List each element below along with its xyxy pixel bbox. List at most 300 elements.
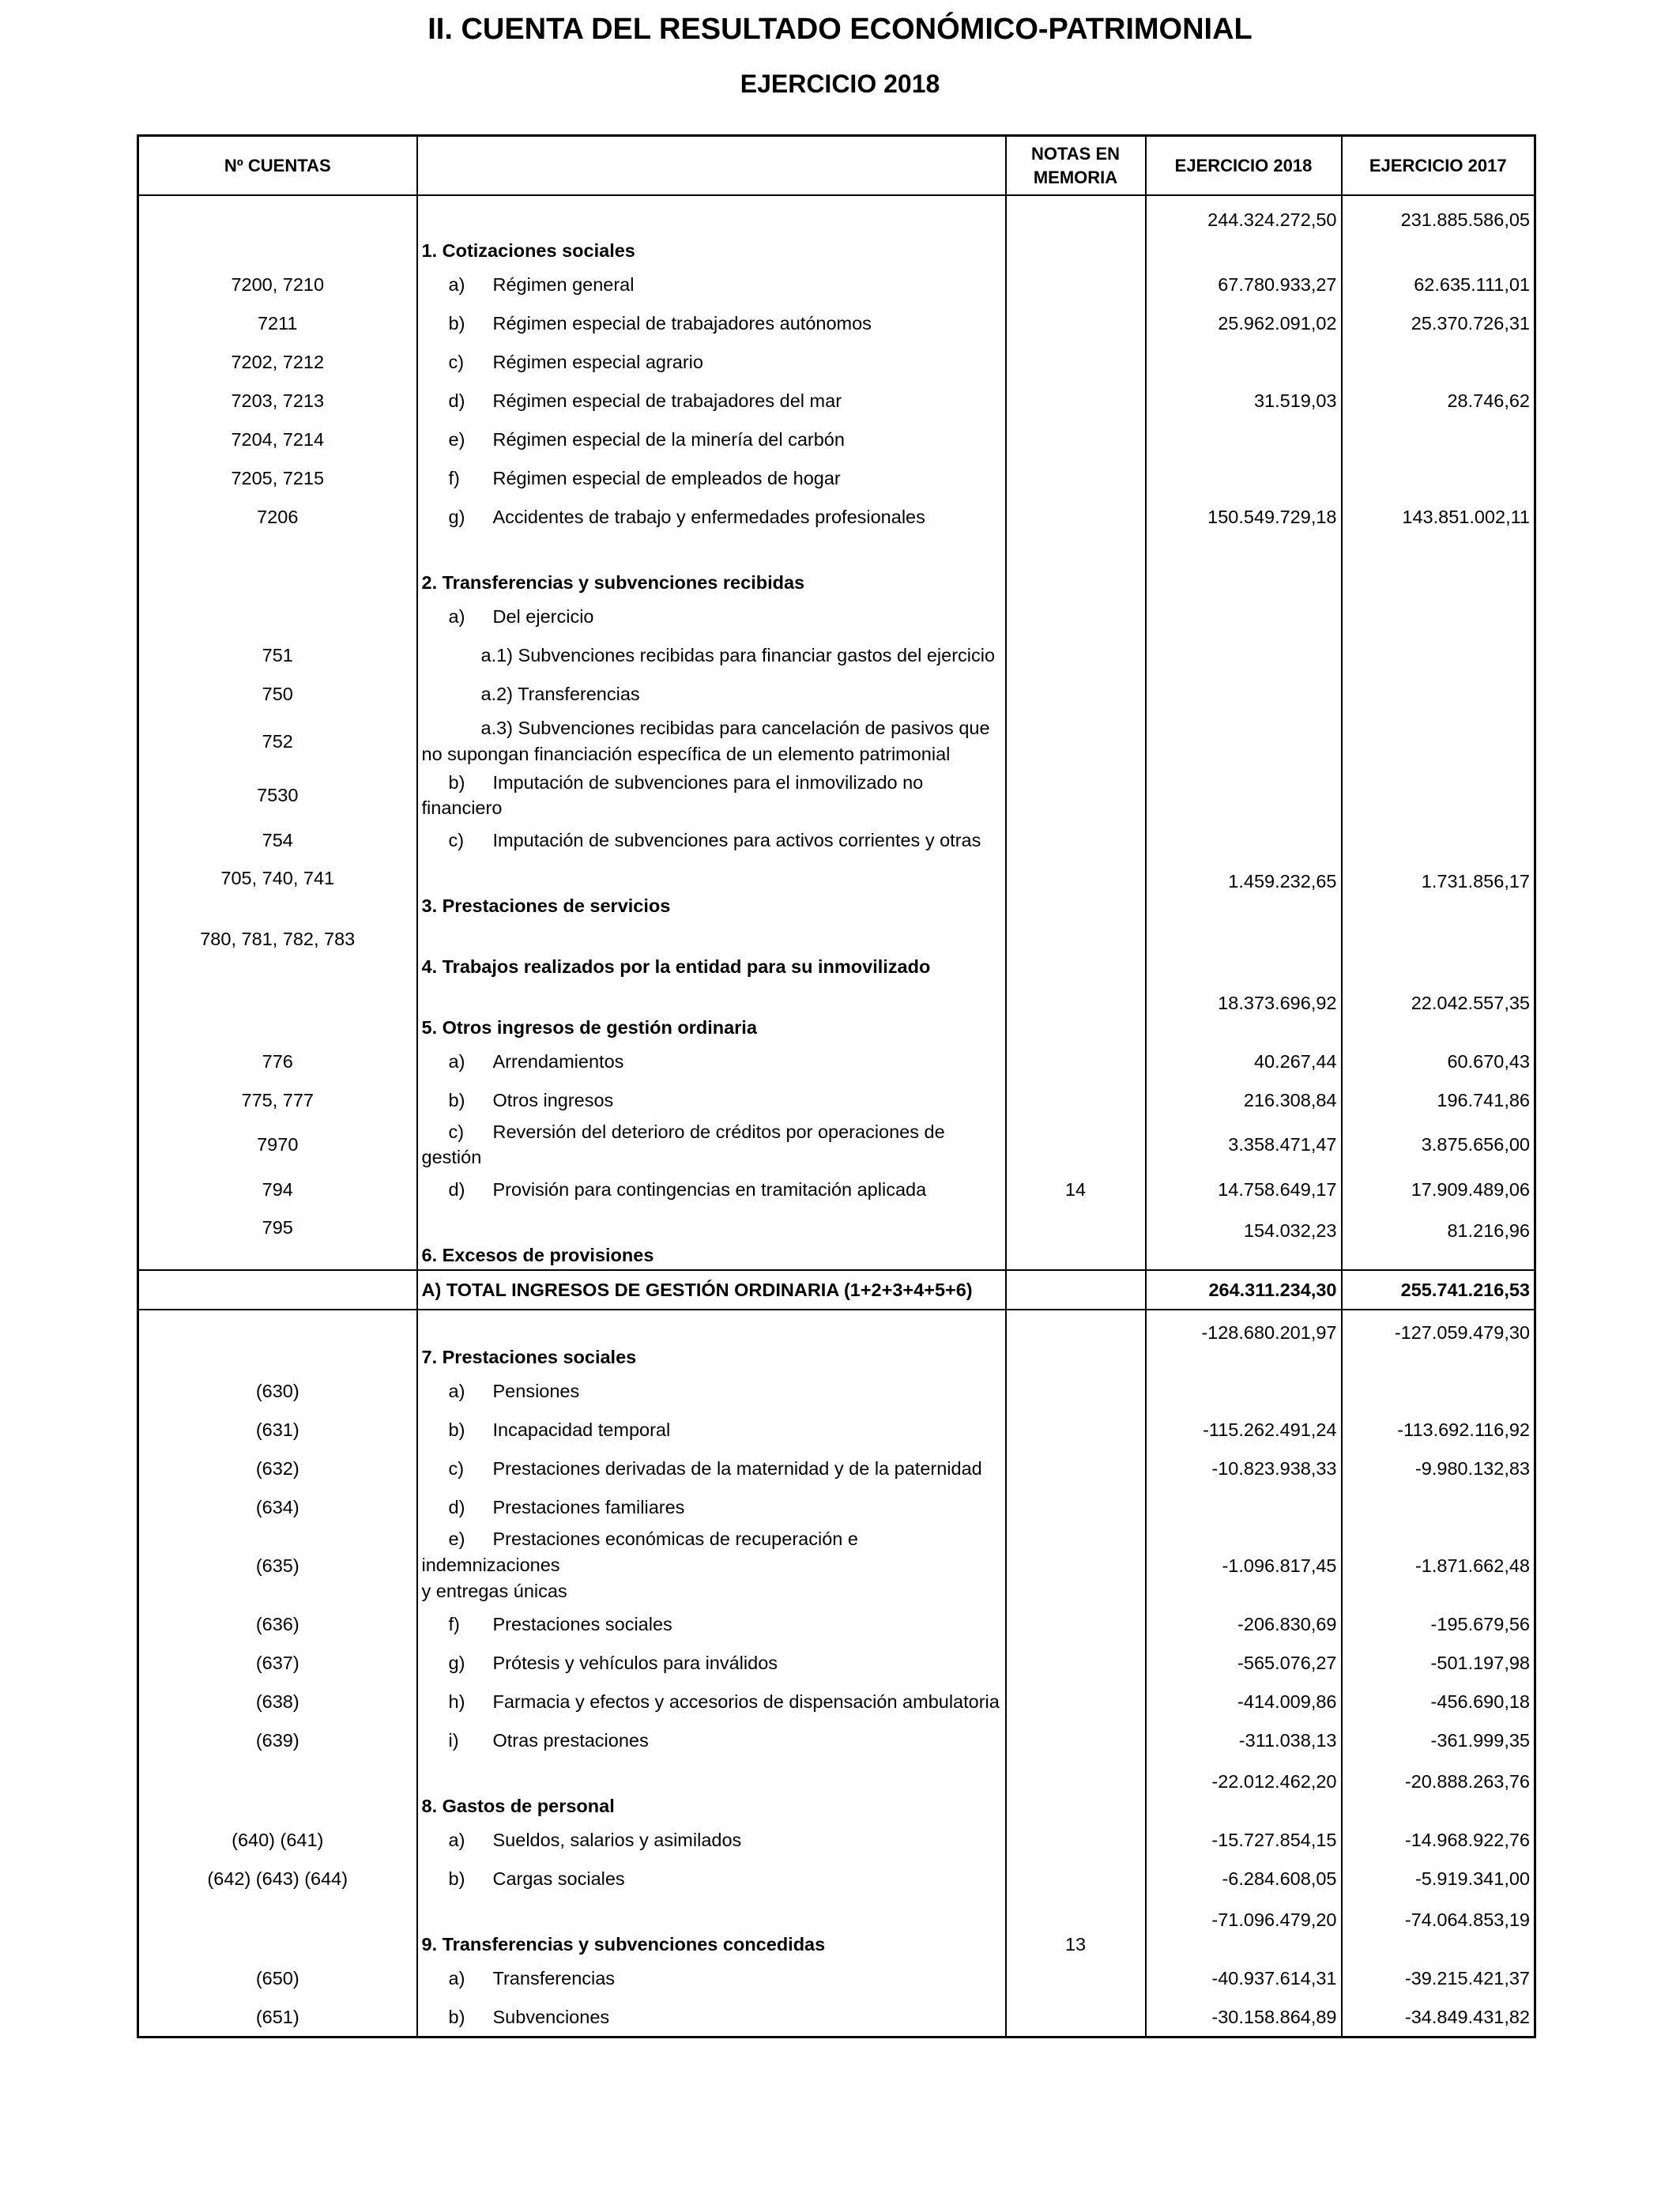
section-title: 2. Transferencias y subvenciones recibidas — [421, 572, 805, 593]
amount-2018 — [1146, 920, 1342, 981]
amount-2018: -30.158.864,89 — [1146, 1997, 1342, 2038]
description-cell — [417, 1119, 1006, 1170]
description-cell — [417, 1310, 1006, 1371]
item-label: d) — [448, 1178, 465, 1200]
description-cell — [417, 597, 1006, 635]
description-cell — [417, 1526, 1006, 1604]
description-cell — [417, 1270, 1006, 1310]
amount-2018: -414.009,86 — [1146, 1682, 1342, 1721]
account-cell: (630) — [138, 1371, 417, 1410]
table-row — [138, 1371, 1535, 1410]
item-label: a) — [448, 605, 465, 627]
item-text: Otras prestaciones — [492, 1729, 649, 1751]
amount-2018: -15.727.854,15 — [1146, 1820, 1342, 1859]
account-cell: 7530 — [138, 770, 417, 820]
amount-2018: 264.311.234,30 — [1146, 1270, 1342, 1310]
description-cell — [417, 303, 1006, 342]
note-cell — [1006, 1080, 1146, 1119]
page-title: II. CUENTA DEL RESULTADO ECONÓMICO-PATRIMONIAL — [428, 13, 1252, 46]
amount-2017 — [1342, 597, 1535, 635]
amount-2018: -1.096.817,45 — [1146, 1526, 1342, 1604]
table-row — [138, 635, 1535, 674]
description-cell — [417, 920, 1006, 981]
note-cell — [1006, 1721, 1146, 1759]
note-cell — [1006, 820, 1146, 859]
description-cell — [417, 420, 1006, 458]
account-cell — [138, 981, 417, 1042]
note-cell: 13 — [1006, 1898, 1146, 1958]
amount-2017: 231.885.586,05 — [1342, 195, 1535, 265]
amount-2017: -127.059.479,30 — [1342, 1310, 1535, 1371]
description-cell — [417, 1759, 1006, 1820]
account-cell: (636) — [138, 1604, 417, 1643]
item-text: Régimen especial de trabajadores autónomos — [492, 312, 872, 334]
table-row — [138, 981, 1535, 1042]
table-row — [138, 1721, 1535, 1759]
table-row — [138, 458, 1535, 497]
table-row — [138, 770, 1535, 820]
description-cell — [417, 1208, 1006, 1270]
description-cell — [417, 635, 1006, 674]
item-label: c) — [448, 1122, 465, 1142]
amount-2017: -1.871.662,48 — [1342, 1526, 1535, 1604]
description-cell — [417, 536, 1006, 597]
item-label: e) — [448, 428, 465, 450]
item-label: e) — [448, 1529, 465, 1549]
amount-2018: -10.823.938,33 — [1146, 1449, 1342, 1487]
section-title: 1. Cotizaciones sociales — [421, 240, 635, 261]
amount-2018: 14.758.649,17 — [1146, 1170, 1342, 1208]
item-label: b) — [448, 772, 465, 793]
account-cell: (650) — [138, 1958, 417, 1997]
description-cell — [417, 820, 1006, 859]
description-cell — [417, 381, 1006, 420]
section-title: 7. Prestaciones sociales — [421, 1347, 637, 1367]
amount-2017 — [1342, 920, 1535, 981]
account-cell: (632) — [138, 1449, 417, 1487]
description-cell — [417, 1410, 1006, 1449]
total-label: A) TOTAL INGRESOS DE GESTIÓN ORDINARIA (1+2+3+4+5+6) — [421, 1280, 973, 1300]
amount-2017 — [1342, 342, 1535, 381]
table-row — [138, 674, 1535, 713]
table-row — [138, 303, 1535, 342]
amount-2018 — [1146, 635, 1342, 674]
table-row — [138, 713, 1535, 770]
section-title: 6. Excesos de provisiones — [421, 1245, 654, 1265]
note-cell — [1006, 381, 1146, 420]
amount-2017: -361.999,35 — [1342, 1721, 1535, 1759]
account-cell — [138, 195, 417, 265]
amount-2017: 196.741,86 — [1342, 1080, 1535, 1119]
amount-2017: 28.746,62 — [1342, 381, 1535, 420]
table-row — [138, 1958, 1535, 1997]
description-cell — [417, 458, 1006, 497]
amount-2018: 244.324.272,50 — [1146, 195, 1342, 265]
description-cell — [417, 713, 1006, 770]
account-cell: 7970 — [138, 1119, 417, 1170]
item-text: Farmacia y efectos y accesorios de dispensación ambulatoria — [492, 1691, 1000, 1712]
description-cell — [417, 770, 1006, 820]
section-title: 9. Transferencias y subvenciones concedidas — [421, 1934, 826, 1955]
account-cell: (634) — [138, 1487, 417, 1526]
header-notas-line2: MEMORIA — [1033, 167, 1118, 187]
amount-2018: 67.780.933,27 — [1146, 265, 1342, 303]
amount-2017: 81.216,96 — [1342, 1208, 1535, 1270]
amount-2018: -565.076,27 — [1146, 1643, 1342, 1682]
amount-2017: 62.635.111,01 — [1342, 265, 1535, 303]
account-cell: 7205, 7215 — [138, 458, 417, 497]
table-row — [138, 920, 1535, 981]
item-text: Otros ingresos — [492, 1089, 614, 1110]
account-cell: (635) — [138, 1526, 417, 1604]
item-text: Régimen especial de empleados de hogar — [492, 467, 841, 488]
amount-2017 — [1342, 1371, 1535, 1410]
header-notas-line1: NOTAS EN — [1030, 143, 1121, 164]
amount-2018: -128.680.201,97 — [1146, 1310, 1342, 1371]
description-cell — [417, 981, 1006, 1042]
header-notas — [1006, 136, 1146, 196]
description-cell — [417, 1820, 1006, 1859]
table-row — [138, 1410, 1535, 1449]
amount-2017: -113.692.116,92 — [1342, 1410, 1535, 1449]
amount-2017: 3.875.656,00 — [1342, 1119, 1535, 1170]
item-label: c) — [448, 829, 465, 850]
description-cell — [417, 1721, 1006, 1759]
note-cell — [1006, 1682, 1146, 1721]
section-title: 3. Prestaciones de servicios — [421, 895, 671, 916]
note-cell — [1006, 1859, 1146, 1898]
item-text: Provisión para contingencias en tramitación aplicada — [492, 1178, 927, 1200]
amount-2018: 216.308,84 — [1146, 1080, 1342, 1119]
amount-2018: -311.038,13 — [1146, 1721, 1342, 1759]
item-label: h) — [448, 1691, 465, 1712]
description-cell — [417, 1042, 1006, 1080]
item-label: b) — [448, 312, 465, 334]
subitem-text: a.2) Transferencias — [480, 683, 640, 704]
table-row — [138, 1526, 1535, 1604]
table-row — [138, 1042, 1535, 1080]
amount-2018 — [1146, 1371, 1342, 1410]
note-cell — [1006, 1270, 1146, 1310]
table-row — [138, 1604, 1535, 1643]
income-statement-table — [137, 134, 1536, 2038]
table-row — [138, 597, 1535, 635]
section-title: 8. Gastos de personal — [421, 1796, 615, 1816]
account-cell — [138, 1759, 417, 1820]
description-cell — [417, 1643, 1006, 1682]
note-cell — [1006, 597, 1146, 635]
note-cell — [1006, 1310, 1146, 1371]
header-cuentas: Nº CUENTAS — [138, 136, 417, 196]
header-row — [138, 136, 1535, 196]
description-cell — [417, 497, 1006, 536]
amount-2017: -20.888.263,76 — [1342, 1759, 1535, 1820]
amount-2018: 154.032,23 — [1146, 1208, 1342, 1270]
description-cell — [417, 1604, 1006, 1643]
note-cell — [1006, 1208, 1146, 1270]
note-cell — [1006, 859, 1146, 920]
account-cell — [138, 1270, 417, 1310]
account-cell: 752 — [138, 713, 417, 770]
amount-2018: 31.519,03 — [1146, 381, 1342, 420]
amount-2018 — [1146, 820, 1342, 859]
amount-2017: 60.670,43 — [1342, 1042, 1535, 1080]
account-cell: 7203, 7213 — [138, 381, 417, 420]
item-label: b) — [448, 1089, 465, 1110]
item-text: Prestaciones derivadas de la maternidad y de la paternidad — [492, 1457, 982, 1479]
amount-2018: -40.937.614,31 — [1146, 1958, 1342, 1997]
description-cell — [417, 1170, 1006, 1208]
amount-2018 — [1146, 458, 1342, 497]
amount-2017: -34.849.431,82 — [1342, 1997, 1535, 2038]
amount-2018 — [1146, 536, 1342, 597]
note-cell — [1006, 1119, 1146, 1170]
table-row — [138, 1119, 1535, 1170]
table-row — [138, 536, 1535, 597]
subitem-text-continued: no supongan financiación específica de un elemento patrimonial — [421, 744, 951, 764]
account-cell: 780, 781, 782, 783 — [138, 920, 417, 981]
item-label: a) — [448, 1380, 465, 1401]
note-cell — [1006, 458, 1146, 497]
amount-2018: 1.459.232,65 — [1146, 859, 1342, 920]
table-row — [138, 1997, 1535, 2038]
account-cell: 754 — [138, 820, 417, 859]
note-cell — [1006, 674, 1146, 713]
note-cell — [1006, 635, 1146, 674]
item-label: a) — [448, 1967, 465, 1989]
amount-2018: 18.373.696,92 — [1146, 981, 1342, 1042]
table-row — [138, 1208, 1535, 1270]
account-cell: (631) — [138, 1410, 417, 1449]
item-label: b) — [448, 1868, 465, 1889]
account-cell — [138, 1898, 417, 1958]
note-cell — [1006, 1997, 1146, 2038]
note-cell — [1006, 1958, 1146, 1997]
account-cell: (639) — [138, 1721, 417, 1759]
description-cell — [417, 265, 1006, 303]
header-ejercicio-2017: EJERCICIO 2017 — [1342, 136, 1535, 196]
description-cell — [417, 195, 1006, 265]
page-subtitle: EJERCICIO 2018 — [740, 70, 940, 98]
note-cell — [1006, 342, 1146, 381]
amount-2018: 40.267,44 — [1146, 1042, 1342, 1080]
table-row — [138, 497, 1535, 536]
amount-2017: -39.215.421,37 — [1342, 1958, 1535, 1997]
account-cell: 7202, 7212 — [138, 342, 417, 381]
amount-2017: -195.679,56 — [1342, 1604, 1535, 1643]
amount-2017: 17.909.489,06 — [1342, 1170, 1535, 1208]
note-cell — [1006, 981, 1146, 1042]
item-label: i) — [448, 1729, 459, 1751]
table-row — [138, 420, 1535, 458]
amount-2018: 25.962.091,02 — [1146, 303, 1342, 342]
amount-2017 — [1342, 1487, 1535, 1526]
item-label: b) — [448, 2006, 465, 2027]
table-row — [138, 381, 1535, 420]
amount-2018 — [1146, 1487, 1342, 1526]
amount-2018: -6.284.608,05 — [1146, 1859, 1342, 1898]
note-cell — [1006, 1820, 1146, 1859]
account-cell: (638) — [138, 1682, 417, 1721]
account-cell: (651) — [138, 1997, 417, 2038]
description-cell — [417, 859, 1006, 920]
account-cell: 795 — [138, 1208, 417, 1270]
account-cell: 776 — [138, 1042, 417, 1080]
amount-2017: -9.980.132,83 — [1342, 1449, 1535, 1487]
table-row — [138, 342, 1535, 381]
table-row — [138, 1487, 1535, 1526]
note-cell — [1006, 1371, 1146, 1410]
amount-2017: 143.851.002,11 — [1342, 497, 1535, 536]
section-title: 5. Otros ingresos de gestión ordinaria — [421, 1017, 757, 1038]
table-row — [138, 1449, 1535, 1487]
description-cell — [417, 1449, 1006, 1487]
table-row — [138, 1170, 1535, 1208]
item-text: Régimen especial de la minería del carbón — [492, 428, 845, 450]
table-row — [138, 1643, 1535, 1682]
item-text: Prestaciones económicas de recuperación e indemnizaciones — [421, 1529, 858, 1575]
item-label: f) — [448, 1613, 460, 1634]
amount-2017: 1.731.856,17 — [1342, 859, 1535, 920]
note-cell — [1006, 420, 1146, 458]
note-cell — [1006, 536, 1146, 597]
description-cell — [417, 1898, 1006, 1958]
note-cell — [1006, 265, 1146, 303]
account-cell — [138, 1310, 417, 1371]
header-ejercicio-2018: EJERCICIO 2018 — [1146, 136, 1342, 196]
account-cell: 7211 — [138, 303, 417, 342]
note-cell — [1006, 713, 1146, 770]
item-label: a) — [448, 1829, 465, 1850]
amount-2018: 150.549.729,18 — [1146, 497, 1342, 536]
amount-2017 — [1342, 713, 1535, 770]
item-text: Incapacidad temporal — [492, 1419, 671, 1440]
account-cell: (640) (641) — [138, 1820, 417, 1859]
amount-2017: 22.042.557,35 — [1342, 981, 1535, 1042]
amount-2017 — [1342, 536, 1535, 597]
table-row — [138, 1270, 1535, 1310]
amount-2017 — [1342, 635, 1535, 674]
amount-2018: -22.012.462,20 — [1146, 1759, 1342, 1820]
account-cell: 705, 740, 741 — [138, 859, 417, 920]
amount-2017: -5.919.341,00 — [1342, 1859, 1535, 1898]
account-cell — [138, 536, 417, 597]
account-cell: 750 — [138, 674, 417, 713]
item-text: Arrendamientos — [492, 1050, 624, 1072]
description-cell — [417, 1371, 1006, 1410]
table-row — [138, 859, 1535, 920]
item-text: Cargas sociales — [492, 1868, 625, 1889]
item-label: g) — [448, 1652, 465, 1673]
item-text: Régimen especial agrario — [492, 351, 703, 372]
table-row — [138, 1898, 1535, 1958]
note-cell — [1006, 1449, 1146, 1487]
item-label: b) — [448, 1419, 465, 1440]
amount-2018 — [1146, 342, 1342, 381]
item-label: g) — [448, 506, 465, 527]
table-row — [138, 1859, 1535, 1898]
amount-2017 — [1342, 820, 1535, 859]
account-cell — [138, 597, 417, 635]
description-cell — [417, 1859, 1006, 1898]
amount-2018 — [1146, 420, 1342, 458]
amount-2018 — [1146, 770, 1342, 820]
account-cell: 751 — [138, 635, 417, 674]
item-label: f) — [448, 467, 460, 488]
item-text: Subvenciones — [492, 2006, 610, 2027]
note-cell — [1006, 1643, 1146, 1682]
account-cell: 7200, 7210 — [138, 265, 417, 303]
amount-2018: -71.096.479,20 — [1146, 1898, 1342, 1958]
table-row — [138, 1682, 1535, 1721]
amount-2018 — [1146, 674, 1342, 713]
note-cell — [1006, 195, 1146, 265]
amount-2017: -74.064.853,19 — [1342, 1898, 1535, 1958]
amount-2017 — [1342, 770, 1535, 820]
note-cell — [1006, 1042, 1146, 1080]
item-text: Accidentes de trabajo y enfermedades profesionales — [492, 506, 925, 527]
note-cell — [1006, 1759, 1146, 1820]
amount-2017 — [1342, 674, 1535, 713]
item-text: Imputación de subvenciones para activos corrientes y otras — [492, 829, 981, 850]
note-cell — [1006, 770, 1146, 820]
amount-2017: -14.968.922,76 — [1342, 1820, 1535, 1859]
amount-2017: -501.197,98 — [1342, 1643, 1535, 1682]
item-text: Transferencias — [492, 1967, 616, 1989]
note-cell — [1006, 303, 1146, 342]
item-text: Reversión del deterioro de créditos por operaciones de gestión — [421, 1122, 945, 1167]
section-title: 4. Trabajos realizados por la entidad para su inmovilizado — [421, 956, 931, 977]
description-cell — [417, 1487, 1006, 1526]
item-label: a) — [448, 1050, 465, 1072]
item-text: Del ejercicio — [492, 605, 594, 627]
header-descripcion — [417, 136, 1006, 196]
table-row — [138, 1759, 1535, 1820]
note-cell — [1006, 1487, 1146, 1526]
item-text: Imputación de subvenciones para el inmovilizado no financiero — [421, 772, 924, 818]
description-cell — [417, 342, 1006, 381]
item-label: a) — [448, 273, 465, 295]
account-cell: 775, 777 — [138, 1080, 417, 1119]
amount-2017: 25.370.726,31 — [1342, 303, 1535, 342]
item-text: Régimen general — [492, 273, 635, 295]
table-row — [138, 1080, 1535, 1119]
amount-2018: 3.358.471,47 — [1146, 1119, 1342, 1170]
amount-2018: -206.830,69 — [1146, 1604, 1342, 1643]
item-label: c) — [448, 351, 465, 372]
item-label: d) — [448, 1496, 465, 1517]
item-text: Prótesis y vehículos para inválidos — [492, 1652, 778, 1673]
item-line — [422, 1526, 1001, 1578]
note-cell — [1006, 1526, 1146, 1604]
item-text: Prestaciones sociales — [492, 1613, 672, 1634]
amount-2017: 255.741.216,53 — [1342, 1270, 1535, 1310]
description-cell — [417, 1958, 1006, 1997]
table-row — [138, 1820, 1535, 1859]
item-label: c) — [448, 1457, 465, 1479]
account-cell: 7206 — [138, 497, 417, 536]
amount-2017 — [1342, 420, 1535, 458]
table-body — [138, 195, 1535, 2038]
subitem-text: a.1) Subvenciones recibidas para financiar gastos del ejercicio — [480, 644, 996, 665]
item-text: Pensiones — [492, 1380, 580, 1401]
note-cell — [1006, 920, 1146, 981]
note-cell — [1006, 1410, 1146, 1449]
account-cell: (642) (643) (644) — [138, 1859, 417, 1898]
description-cell — [417, 1997, 1006, 2038]
note-cell — [1006, 1604, 1146, 1643]
description-cell — [417, 1080, 1006, 1119]
